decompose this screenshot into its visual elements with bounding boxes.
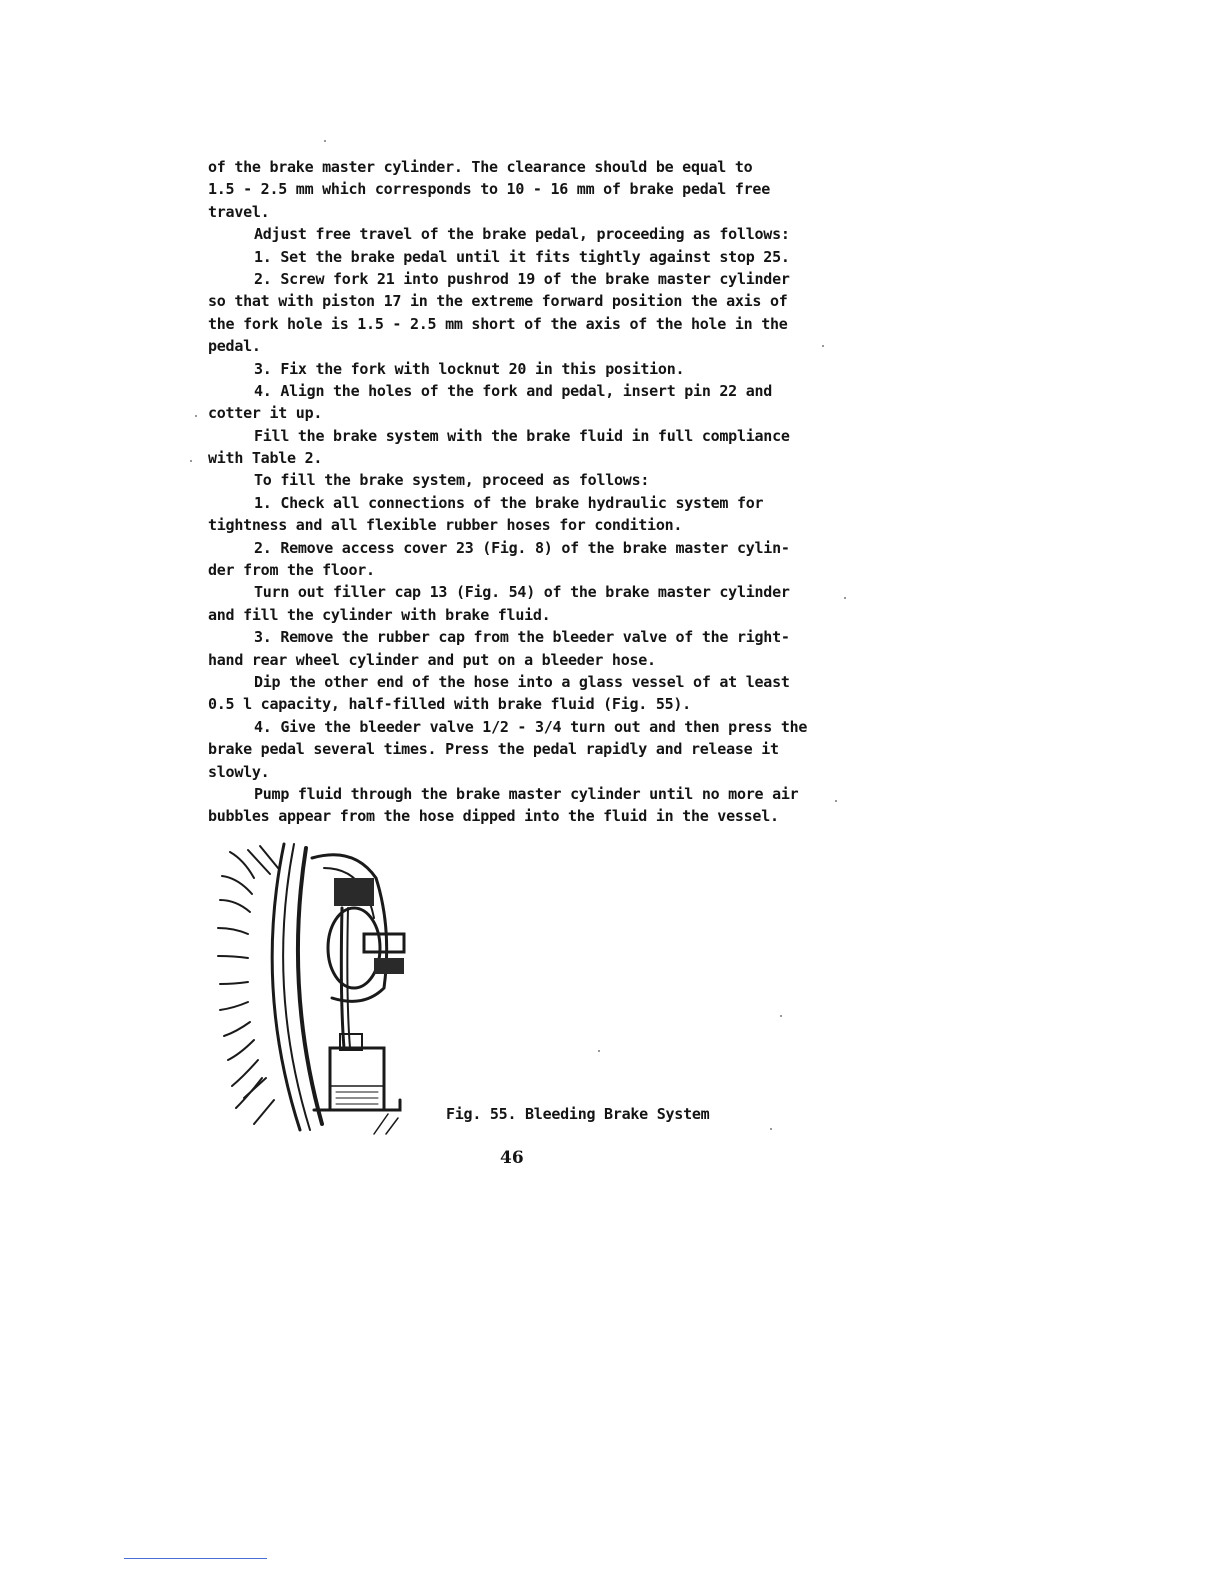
text-line: der from the floor. <box>208 561 375 580</box>
text-line: 0.5 l capacity, half-filled with brake fluid (Fig. 55). <box>208 695 691 714</box>
text-line: Dip the other end of the hose into a glass vessel of at least <box>254 672 790 691</box>
text-line: 3. Remove the rubber cap from the bleeder valve of the right- <box>254 628 790 647</box>
scan-speck <box>770 1128 772 1130</box>
scan-speck <box>835 800 837 802</box>
text-line: tightness and all flexible rubber hoses for condition. <box>208 516 683 535</box>
text-line: cotter it up. <box>208 404 323 423</box>
text-line: 1. Check all connections of the brake hydraulic system for <box>254 493 764 512</box>
scan-speck <box>190 460 192 462</box>
text-line: with Table 2. <box>208 449 323 468</box>
text-line: so that with piston 17 in the extreme forward position the axis of <box>208 292 788 311</box>
scan-speck <box>822 345 824 347</box>
text-line: 4. Align the holes of the fork and pedal, insert pin 22 and <box>254 381 773 400</box>
text-line: Adjust free travel of the brake pedal, proceeding as follows: <box>254 225 790 244</box>
figure-caption: Fig. 55. Bleeding Brake System <box>446 1105 710 1123</box>
page-number: 46 <box>500 1148 524 1168</box>
text-line: 2. Remove access cover 23 (Fig. 8) of the brake master cylin- <box>254 538 790 557</box>
footnote-separator <box>124 1558 267 1559</box>
text-line: 2. Screw fork 21 into pushrod 19 of the brake master cylinder <box>254 269 790 288</box>
text-line: 3. Fix the fork with locknut 20 in this position. <box>254 359 685 378</box>
text-line: Pump fluid through the brake master cylinder until no more air <box>254 784 799 803</box>
text-line: slowly. <box>208 762 270 781</box>
text-line: the fork hole is 1.5 - 2.5 mm short of the axis of the hole in the <box>208 314 788 333</box>
text-line: Fill the brake system with the brake fluid in full compliance <box>254 426 790 445</box>
text-line: 4. Give the bleeder valve 1/2 - 3/4 turn out and then press the <box>254 717 808 736</box>
brake-bleeding-illustration-icon <box>214 838 410 1136</box>
scan-speck <box>844 597 846 599</box>
text-line: travel. <box>208 202 270 221</box>
text-line: of the brake master cylinder. The clearance should be equal to <box>208 158 753 176</box>
scan-speck <box>780 1015 782 1017</box>
text-line: To fill the brake system, proceed as follows: <box>254 471 650 490</box>
text-line: pedal. <box>208 337 261 356</box>
body-text <box>208 156 828 828</box>
scan-speck <box>195 415 197 417</box>
text-line: 1.5 - 2.5 mm which corresponds to 10 - 16 mm of brake pedal free <box>208 180 770 199</box>
text-line: hand rear wheel cylinder and put on a bleeder hose. <box>208 650 656 669</box>
scan-speck <box>324 140 326 142</box>
text-line: brake pedal several times. Press the pedal rapidly and release it <box>208 740 779 759</box>
figure-55 <box>214 838 410 1136</box>
text-line: bubbles appear from the hose dipped into the fluid in the vessel. <box>208 807 779 826</box>
scan-speck <box>598 1050 600 1052</box>
text-line: 1. Set the brake pedal until it fits tightly against stop 25. <box>254 247 790 266</box>
text-line: and fill the cylinder with brake fluid. <box>208 605 551 624</box>
text-line: Turn out filler cap 13 (Fig. 54) of the brake master cylinder <box>254 583 790 602</box>
